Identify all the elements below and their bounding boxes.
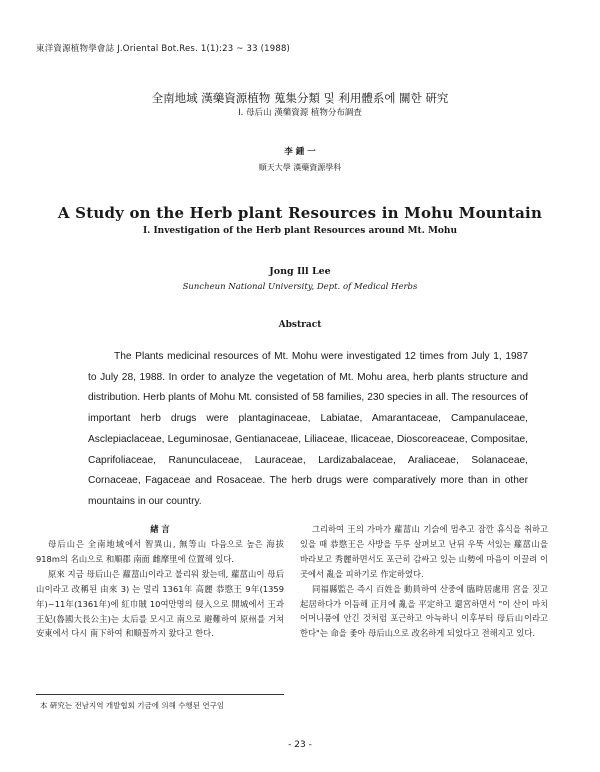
body-paragraph: 原來 지금 母后山은 蘿葍山이라고 불리워 왔는데, 蘿葍山이 母后山이라고 改稱된 由來 3) 는 멀리 1361年 高麗 恭愍王 9年(1359年)~11年(1361年)에 紅巾賊 10여만명의 侵入으로 開城에서 王과 王妃(魯國大長公主)는 太后를 모시고 南으로 避難하여 原州를 거쳐 安東에서 다시 南下하여 和順꼴까지 왔다고 한다. bbox=[36, 568, 284, 639]
body-paragraph: 同福縣監은 즉시 百姓을 動員하여 산중에 臨時居處用 宮을 짓고 起居하다가 이듬해 正月에 亂을 平定하고 還宮하면서 "이 산이 마치 어머니품에 안긴 것처럼 포근하고 아늑하니 이후부터 母后山이라고 한다"는 命을 좇아 母后山으로 改名하게 되었다고 전해지고 있다. bbox=[300, 583, 548, 639]
footnote-divider bbox=[36, 694, 284, 695]
page-number: - 23 - bbox=[288, 740, 312, 750]
korean-author: 李 鍾 一 bbox=[284, 147, 316, 157]
english-subtitle: Ⅰ. Investigation of the Herb plant Resources around Mt. Mohu bbox=[142, 226, 458, 236]
section-heading-introduction: 緖 言 bbox=[150, 524, 170, 534]
korean-subtitle: Ⅰ. 母后山 漢藥資源 植物分布調査 bbox=[238, 108, 362, 118]
body-column-right bbox=[300, 522, 548, 641]
english-title: A Study on the Herb plant Resources in Mohu Mountain bbox=[57, 204, 543, 222]
korean-title: 全南地域 漢藥資源植物 蒐集分類 및 利用體系에 關한 硏究 bbox=[151, 91, 449, 105]
abstract-body: The Plants medicinal resources of Mt. Mohu were investigated 12 times from July 1, 1987 to July 28, 1988. In order to analyze the vegetation of Mt. Mohu area, herb plants structure and distribution. Herb plants of Mohu Mt. consisted of 58 families, 230 species in all. The resources of important herb drugs were plantaginaceae, Labiatae, Amarantaceae, Campanulaceae, Asclepiaclaceae, Leguminosae, Gentianaceae, Liliaceae, Ilicaceae, Dioscoreaceae, Compositae, Caprifoliaceae, Ranunculaceae, Lauraceae, Lardizabalaceae, Araliaceae, Solanaceae, Cornaceae, Fagaceae and Rosaceae. The herb drugs were comparatively more than in other mountains in our country. bbox=[88, 351, 528, 507]
english-author: Jong Ill Lee bbox=[269, 266, 331, 277]
footnote: 本 硏究는 전남지역 개발협회 기금에 의해 수행된 연구임 bbox=[40, 701, 225, 710]
abstract-heading: Abstract bbox=[278, 320, 322, 330]
korean-affiliation: 順天大學 漢藥資源學科 bbox=[258, 163, 342, 172]
journal-header: 東洋資源植物學會誌 J.Oriental Bot.Res. 1(1):23 ~ 33 (1988) bbox=[36, 44, 291, 54]
body-column-left bbox=[36, 522, 284, 641]
body-paragraph: 母后山은 全南地域에서 智異山, 無等山 다음으로 높은 海拔 918m의 名山으로 和順郡 南面 雌摩里에 位置해 있다. bbox=[36, 539, 284, 564]
english-affiliation: Suncheun National University, Dept. of Medical Herbs bbox=[182, 282, 418, 292]
body-paragraph: 그리하여 王의 가마가 蘿葍山 기슭에 멈추고 잠깐 휴식을 취하고 있을 때 恭愍王은 사방을 두루 살펴보고 난뒤 우뚝 서있는 蘿葍山을 바라보고 秀麗하면서도 포근히 감싸고 있는 山勢에 마음이 이끌려 이곳에서 亂을 피하기로 作定하였다. bbox=[300, 524, 548, 579]
